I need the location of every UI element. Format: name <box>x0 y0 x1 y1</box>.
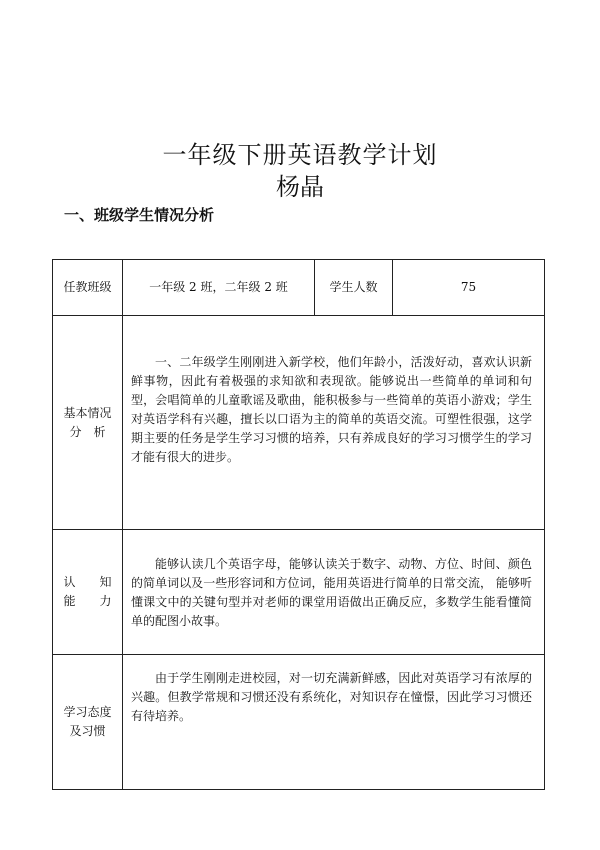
document-author: 杨晶 <box>276 173 324 201</box>
learning-attitude-text: 由于学生刚刚走进校园，对一切充满新鲜感，因此对英语学习有浓厚的兴趣。但教学常规和习惯还没有系统化，对知识存在憧憬，因此学习习惯还有待培养。 <box>123 655 545 790</box>
teaching-classes-value: 一年级 2 班，二年级 2 班 <box>123 260 315 316</box>
basic-situation-text: 一、二年级学生刚刚进入新学校，他们年龄小，活泼好动，喜欢认识新鲜事物，因此有着极强的求知欲和表现欲。能够说出一些简单的单词和句型，会唱简单的儿童歌谣及歌曲，能积极参与一些简单的英语小游戏；学生对英语学科有兴趣，擅长以口语为主的简单的英语交流。可塑性很强，这学期主要的任务是学生学习习惯的培养，只有养成良好的学习习惯学生的学习才能有很大的进步。 <box>123 316 545 530</box>
table-row <box>53 530 545 655</box>
class-analysis-table <box>52 259 545 790</box>
label-line: 及习惯 <box>69 724 106 738</box>
label-line: 分 析 <box>69 424 106 439</box>
table-row <box>53 655 545 790</box>
label-line: 学习态度 <box>63 705 112 719</box>
table-row <box>53 316 545 530</box>
label-line: 认 知 <box>63 575 112 589</box>
label-teaching-classes: 任教班级 <box>53 260 123 316</box>
label-student-count: 学生人数 <box>315 260 393 316</box>
label-line: 能 力 <box>63 594 112 608</box>
label-cognitive-ability <box>53 530 123 655</box>
label-learning-attitude <box>53 655 123 790</box>
cognitive-ability-text: 能够认读几个英语字母，能够认读关于数字、动物、方位、时间、颜色的简单词以及一些形容词和方位词，能用英语进行简单的日常交流， 能够听懂课文中的关键句型并对老师的课堂用语做出正确反应，多数学生能看懂简单的配图小故事。 <box>123 530 545 655</box>
table-row <box>53 260 545 316</box>
label-basic-situation <box>53 316 123 530</box>
section-heading: 一、班级学生情况分析 <box>64 206 215 224</box>
student-count-value: 75 <box>393 260 545 316</box>
document-title: 一年级下册英语教学计划 <box>162 141 438 169</box>
label-line: 基本情况 <box>63 405 112 420</box>
